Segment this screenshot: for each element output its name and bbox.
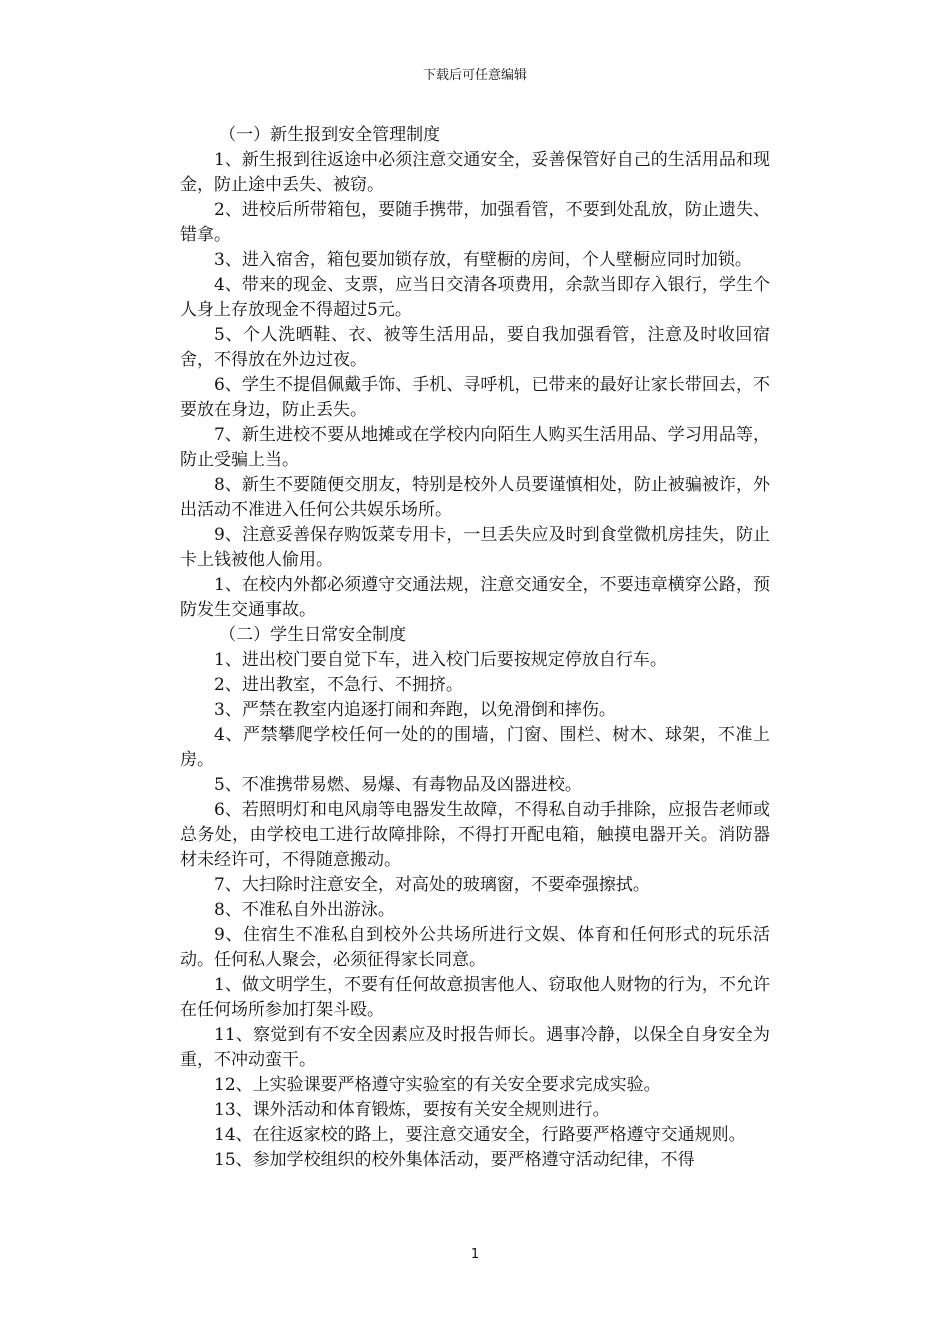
paragraph: 1、在校内外都必须遵守交通法规，注意交通安全，不要违章横穿公路，预防发生交通事故。 <box>180 575 770 620</box>
page-header: 下载后可任意编辑 <box>422 68 527 83</box>
section-heading-daily-safety: （二）学生日常安全制度 <box>219 625 407 645</box>
paragraph: 7、新生进校不要从地摊或在学校内向陌生人购买生活用品、学习用品等，防止受骗上当。 <box>180 425 770 470</box>
paragraph: 2、进校后所带箱包，要随手携带，加强看管，不要到处乱放，防止遗失、错拿。 <box>180 200 770 245</box>
paragraph: 3、进入宿舍，箱包要加锁存放，有壁橱的房间，个人壁橱应同时加锁。 <box>214 250 752 270</box>
paragraph: 1、做文明学生，不要有任何故意损害他人、窃取他人财物的行为，不允许在任何场所参加打架斗殴。 <box>180 975 770 1020</box>
page-number: 1 <box>470 1247 480 1262</box>
document-body <box>180 123 770 1173</box>
paragraph: 4、严禁攀爬学校任何一处的的围墙，门窗、围栏、树木、球架，不准上房。 <box>180 725 770 770</box>
paragraph: 9、住宿生不准私自到校外公共场所进行文娱、体育和任何形式的玩乐活动。任何私人聚会，必须征得家长同意。 <box>180 925 770 970</box>
paragraph: 1、进出校门要自觉下车，进入校门后要按规定停放自行车。 <box>214 650 667 670</box>
paragraph: 6、若照明灯和电风扇等电器发生故障，不得私自动手排除，应报告老师或总务处，由学校电工进行故障排除，不得打开配电箱，触摸电器开关。消防器材未经许可，不得随意搬动。 <box>180 800 770 870</box>
paragraph: 4、带来的现金、支票，应当日交清各项费用，余款当即存入银行，学生个人身上存放现金不得超过5元。 <box>180 275 770 320</box>
paragraph: 14、在往返家校的路上，要注意交通安全，行路要严格遵守交通规则。 <box>214 1125 746 1145</box>
paragraph: 6、学生不提倡佩戴手饰、手机、寻呼机，已带来的最好让家长带回去，不要放在身边，防止丢失。 <box>180 375 770 420</box>
paragraph: 3、严禁在教室内追逐打闹和奔跑，以免滑倒和摔伤。 <box>214 700 616 720</box>
paragraph: 9、注意妥善保存购饭菜专用卡，一旦丢失应及时到食堂微机房挂失，防止卡上钱被他人偷用。 <box>180 525 770 570</box>
paragraph: 5、个人洗晒鞋、衣、被等生活用品，要自我加强看管，注意及时收回宿舍，不得放在外边过夜。 <box>180 325 770 370</box>
paragraph: 15、参加学校组织的校外集体活动，要严格遵守活动纪律，不得 <box>214 1150 695 1170</box>
paragraph: 12、上实验课要严格遵守实验室的有关安全要求完成实验。 <box>214 1075 661 1095</box>
paragraph: 2、进出教室，不急行、不拥挤。 <box>214 675 463 695</box>
paragraph: 8、新生不要随便交朋友，特别是校外人员要谨慎相处，防止被骗被诈，外出活动不准进入任何公共娱乐场所。 <box>180 475 770 520</box>
paragraph: 1、新生报到往返途中必须注意交通安全，妥善保管好自己的生活用品和现金，防止途中丢失、被窃。 <box>180 150 770 195</box>
paragraph: 5、不准携带易燃、易爆、有毒物品及凶器进校。 <box>214 775 582 795</box>
paragraph: 8、不准私自外出游泳。 <box>214 900 395 920</box>
section-heading-new-student: （一）新生报到安全管理制度 <box>219 125 441 145</box>
paragraph: 7、大扫除时注意安全，对高处的玻璃窗，不要牵强擦拭。 <box>214 875 650 895</box>
paragraph: 13、课外活动和体育锻炼，要按有关安全规则进行。 <box>214 1100 610 1120</box>
paragraph: 11、察觉到有不安全因素应及时报告师长。遇事冷静，以保全自身安全为重，不冲动蛮干。 <box>180 1025 770 1070</box>
